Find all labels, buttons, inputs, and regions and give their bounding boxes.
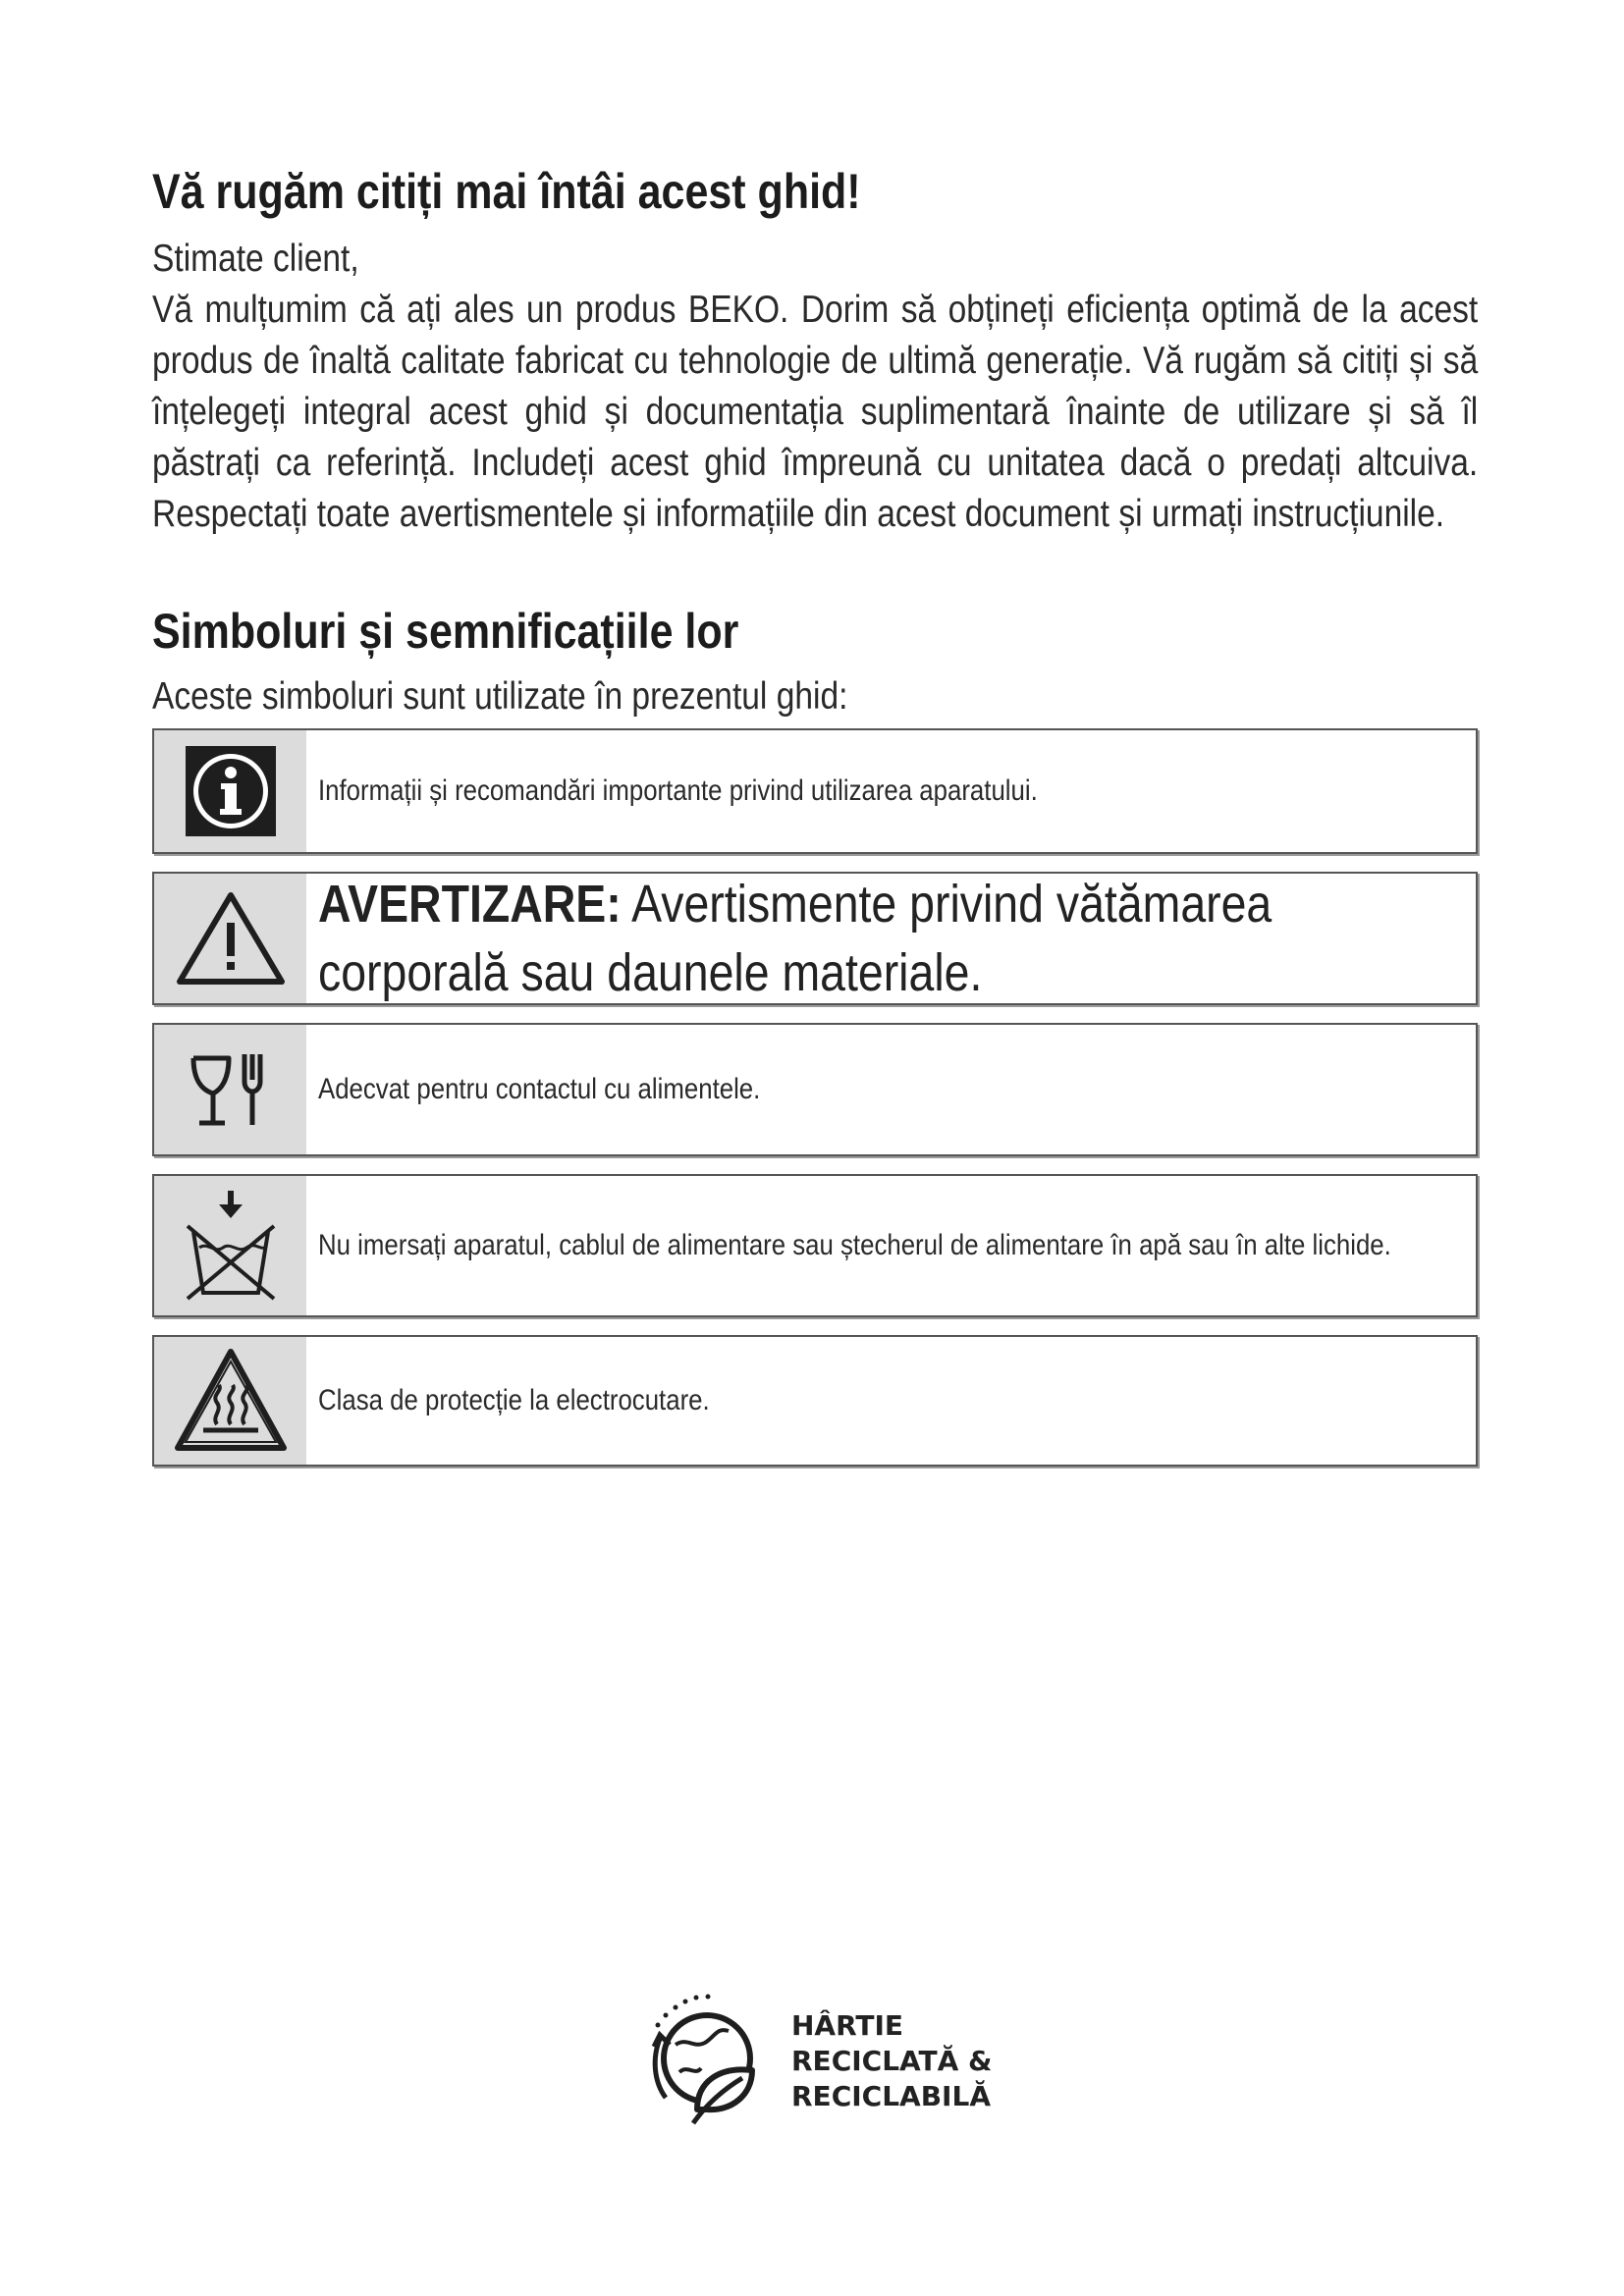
symbol-icon-cell	[154, 1337, 306, 1465]
recycled-paper-logo	[636, 1988, 992, 2135]
recycled-globe-leaf-icon	[636, 1988, 774, 2135]
warning-triangle-icon	[174, 889, 288, 988]
symbols-intro: Aceste simboluri sunt utilizate în prezentul ghid:	[152, 675, 848, 718]
intro-greeting: Stimate client,	[152, 238, 359, 280]
info-icon	[184, 744, 278, 838]
page-title: Vă rugăm citiți mai întâi acest ghid!	[152, 164, 861, 219]
intro-section	[152, 234, 1478, 540]
symbol-text: Nu imersați aparatul, cablul de alimentare sau ștecherul de alimentare în apă sau în alte lichide.	[318, 1229, 1391, 1261]
footer-line2: RECICLATĂ &	[791, 2045, 993, 2077]
intro-body: Vă mulțumim că ați ales un produs BEKO. Dorim să obțineți eficiența optimă de la acest produs de înaltă calitate fabricat cu tehnologie de ultimă generație. Vă rugăm să citiți și să înțelegeți integral acest ghid și documentația suplimentară înainte de utilizare și să îl păstrați ca referință. Includeți acest ghid împreună cu unitatea dacă o predați altcuiva. Respectați toate avertismentele și informațiile din acest document și urmați instrucțiunile.	[152, 289, 1479, 535]
footer-line1: HÂRTIE	[791, 2009, 904, 2042]
symbol-text: Informații și recomandări importante privind utilizarea aparatului.	[318, 774, 1038, 807]
warning-line2: corporală sau daunele materiale.	[318, 943, 983, 1002]
warning-label: AVERTIZARE:	[318, 875, 622, 934]
manual-page	[152, 157, 1478, 1484]
symbols-title: Simboluri și semnificațiile lor	[152, 604, 739, 659]
symbol-text: Clasa de protecție la electrocutare.	[318, 1384, 710, 1416]
warning-line1: Avertismente privind vătămarea	[631, 875, 1272, 934]
symbol-row-immersion	[152, 1174, 1478, 1317]
symbol-icon-cell	[154, 1176, 306, 1315]
symbols-table	[152, 728, 1478, 1467]
symbol-row-warning	[152, 872, 1478, 1005]
food-contact-icon	[182, 1041, 280, 1139]
symbol-row-food	[152, 1023, 1478, 1156]
symbol-icon-cell	[154, 874, 306, 1003]
symbol-icon-cell	[154, 730, 306, 852]
footer-line3: RECICLABILĂ	[791, 2080, 991, 2112]
symbol-row-info	[152, 728, 1478, 854]
no-immersion-icon	[182, 1187, 280, 1305]
warning-text	[318, 874, 1272, 1003]
hot-surface-icon	[174, 1348, 288, 1454]
symbol-icon-cell	[154, 1025, 306, 1154]
symbol-row-hot-surface	[152, 1335, 1478, 1467]
recycled-paper-text	[791, 2008, 992, 2114]
symbol-text: Adecvat pentru contactul cu alimentele.	[318, 1073, 761, 1105]
